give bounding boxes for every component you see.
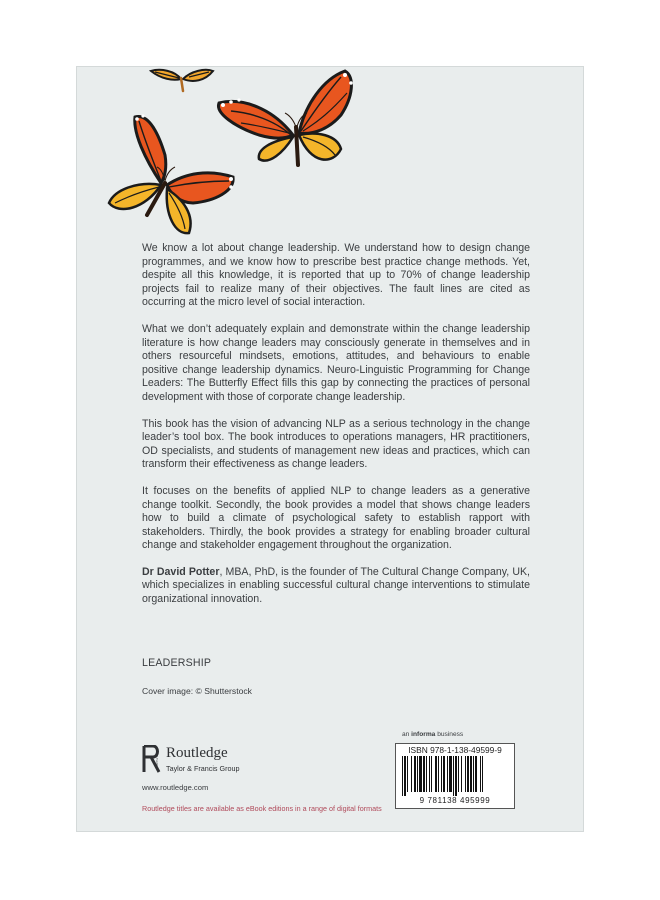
barcode-bar bbox=[419, 756, 422, 792]
barcode-bar bbox=[435, 756, 437, 792]
barcode-bar bbox=[426, 756, 427, 792]
barcode-bar bbox=[447, 756, 448, 792]
blurb-paragraph-1: We know a lot about change leadership. We understand how to design change programmes, and we know how to prescribe best practice change methods. Yet, despite all this knowledge, it is reported that up to 70% of change leadership projects fail to realize many of their objectives. The fault lines are cited as occurring at the micro level of social interaction. bbox=[142, 242, 530, 309]
barcode-bar bbox=[441, 756, 442, 792]
barcode-bar bbox=[470, 756, 472, 792]
publisher-group: Taylor & Francis Group bbox=[166, 764, 240, 773]
barcode-bar bbox=[407, 756, 408, 792]
blurb-paragraph-2: What we don’t adequately explain and demonstrate within the change leadership literature is how change leaders may consciously generate in themselves and in others resourceful mindsets, emotions, attitudes, and behaviours to enable positive change leadership dynamics. Neuro-Linguistic Programming for Change Leaders: The Butterfly Effect fills this gap by connecting the practices of personal development with those of corporate change leadership. bbox=[142, 322, 530, 403]
routledge-logo-icon bbox=[142, 745, 162, 773]
barcode-bar bbox=[443, 756, 445, 792]
barcode-bar bbox=[417, 756, 418, 792]
author-name: Dr David Potter bbox=[142, 565, 220, 578]
cover-credit: Cover image: © Shutterstock bbox=[142, 686, 252, 696]
barcode-bar bbox=[429, 756, 430, 792]
book-title: Neuro-Linguistic Programming for Change Leaders: The Butterfly Effect bbox=[142, 363, 530, 390]
barcode-bar bbox=[414, 756, 416, 792]
subject-category: LEADERSHIP bbox=[142, 657, 212, 669]
barcode-bar bbox=[411, 756, 412, 792]
barcode-bar bbox=[461, 756, 462, 792]
informa-business-label: an informa business bbox=[402, 731, 464, 738]
barcode-bar bbox=[465, 756, 466, 792]
barcode-bar bbox=[438, 756, 439, 792]
book-back-cover bbox=[76, 66, 584, 832]
publisher-url: www.routledge.com bbox=[142, 783, 209, 792]
barcode-bar bbox=[475, 756, 477, 792]
isbn-digits: 9 781138 495999 bbox=[419, 796, 491, 805]
blurb-paragraph-3: This book has the vision of advancing NLP as a serious technology in the change leader’s tool box. The book introduces to operations managers, HR practitioners, OD specialists, and students of management new ideas and practices, which can transform their effectiveness as change leaders. bbox=[142, 417, 530, 471]
blurb-paragraph-4: It focuses on the benefits of applied NLP to change leaders as a generative change toolkit. Secondly, the book provides a model that shows change leaders how to build a climate of psychological safety to establish rapport with stakeholders. Thirdly, the book provides a strategy for enabling broader cultural change and stakeholder engagement throughout the organization. bbox=[142, 484, 530, 552]
butterfly-left-icon bbox=[105, 111, 239, 241]
barcode-bar bbox=[423, 756, 425, 792]
barcode-bar bbox=[473, 756, 474, 792]
butterfly-top-partial-icon bbox=[149, 67, 215, 93]
barcode-bar bbox=[482, 756, 483, 792]
isbn-label: ISBN 978-1-138-49599-9 bbox=[408, 745, 502, 755]
barcode-bar bbox=[458, 756, 459, 792]
barcode-bar bbox=[404, 756, 406, 796]
barcode-bar bbox=[449, 756, 452, 792]
publisher-name: Routledge bbox=[166, 745, 228, 761]
barcode-bar bbox=[455, 756, 457, 796]
svg-text:ROUTLEDGE: ROUTLEDGE bbox=[155, 753, 158, 768]
barcode-bars-icon bbox=[402, 756, 508, 796]
isbn-barcode bbox=[395, 743, 515, 809]
barcode-bar bbox=[453, 756, 454, 796]
author-bio: Dr David Potter, MBA, PhD, is the founder of The Cultural Change Company, UK, which specializes in enabling successful cultural change interventions to stimulate organizational innovation. bbox=[142, 565, 530, 606]
ebook-note: Routledge titles are available as eBook editions in a range of digital formats bbox=[142, 804, 382, 813]
blurb bbox=[142, 242, 530, 620]
barcode-bar bbox=[467, 756, 469, 792]
barcode-bar bbox=[480, 756, 481, 792]
barcode-bar bbox=[431, 756, 432, 792]
barcode-bar bbox=[402, 756, 403, 796]
